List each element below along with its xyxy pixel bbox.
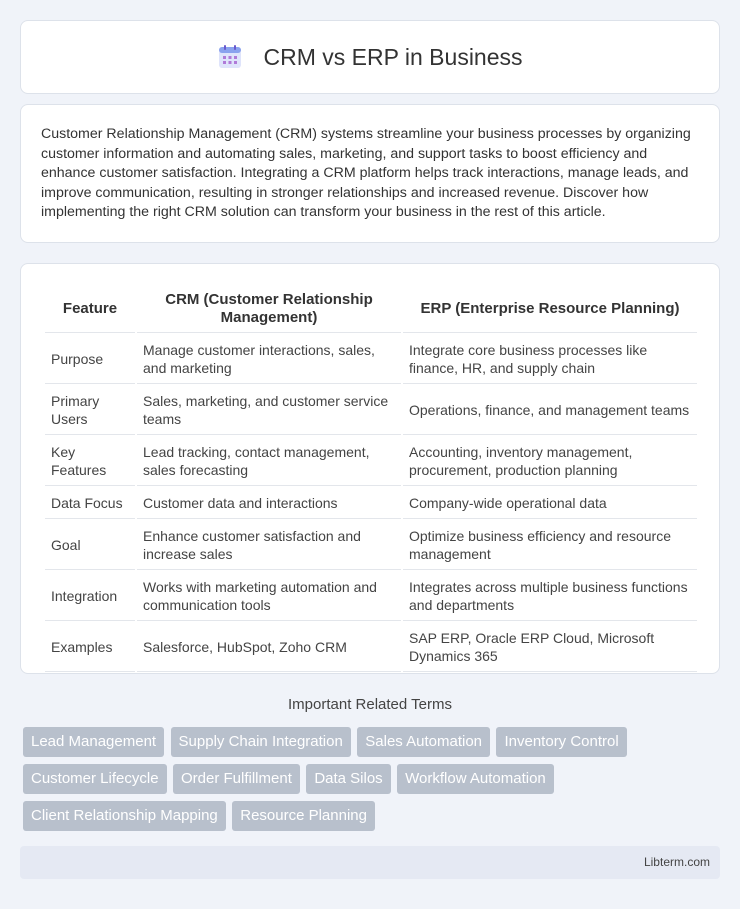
crm-cell: Salesforce, HubSpot, Zoho CRM xyxy=(137,623,401,672)
table-row xyxy=(45,521,697,570)
feature-cell: Key Features xyxy=(45,437,135,486)
erp-cell: Accounting, inventory management, procurement, production planning xyxy=(403,437,697,486)
related-terms-list xyxy=(23,727,703,838)
table-row xyxy=(45,488,697,519)
erp-cell: SAP ERP, Oracle ERP Cloud, Microsoft Dynamics 365 xyxy=(403,623,697,672)
page-title: CRM vs ERP in Business xyxy=(263,43,523,70)
comparison-card xyxy=(20,263,720,674)
footer-brand-link[interactable]: Libterm.com xyxy=(643,855,710,869)
crm-cell: Works with marketing automation and communication tools xyxy=(137,572,401,621)
column-header-crm: CRM (Customer Relationship Management) xyxy=(137,286,401,333)
erp-cell: Operations, finance, and management teams xyxy=(403,386,697,435)
related-term-tag[interactable]: Sales Automation xyxy=(357,727,490,757)
crm-cell: Customer data and interactions xyxy=(137,488,401,519)
related-term-tag[interactable]: Lead Management xyxy=(23,727,164,757)
intro-card xyxy=(20,104,720,243)
related-term-tag[interactable]: Resource Planning xyxy=(232,801,375,831)
crm-cell: Sales, marketing, and customer service teams xyxy=(137,386,401,435)
erp-cell: Integrate core business processes like finance, HR, and supply chain xyxy=(403,335,697,384)
feature-cell: Goal xyxy=(45,521,135,570)
related-term-tag[interactable]: Workflow Automation xyxy=(397,764,554,794)
table-row xyxy=(45,386,697,435)
erp-cell: Company-wide operational data xyxy=(403,488,697,519)
related-term-tag[interactable]: Inventory Control xyxy=(496,727,626,757)
table-row xyxy=(45,623,697,672)
related-term-tag[interactable]: Order Fulfillment xyxy=(173,764,300,794)
feature-cell: Data Focus xyxy=(45,488,135,519)
table-row xyxy=(45,437,697,486)
column-header-feature: Feature xyxy=(45,286,135,333)
related-term-tag[interactable]: Client Relationship Mapping xyxy=(23,801,226,831)
feature-cell: Primary Users xyxy=(45,386,135,435)
related-terms-title: Important Related Terms xyxy=(288,696,452,713)
header-card xyxy=(20,20,720,94)
crm-cell: Enhance customer satisfaction and increase sales xyxy=(137,521,401,570)
footer xyxy=(20,846,720,879)
related-term-tag[interactable]: Data Silos xyxy=(306,764,390,794)
table-row xyxy=(45,572,697,621)
related-term-tag[interactable]: Supply Chain Integration xyxy=(171,727,351,757)
comparison-table xyxy=(43,284,699,674)
erp-cell: Optimize business efficiency and resource management xyxy=(403,521,697,570)
table-row xyxy=(45,335,697,384)
crm-cell: Manage customer interactions, sales, and marketing xyxy=(137,335,401,384)
related-term-tag[interactable]: Customer Lifecycle xyxy=(23,764,167,794)
calendar-icon xyxy=(217,44,243,70)
feature-cell: Examples xyxy=(45,623,135,672)
feature-cell: Integration xyxy=(45,572,135,621)
crm-cell: Lead tracking, contact management, sales forecasting xyxy=(137,437,401,486)
erp-cell: Integrates across multiple business functions and departments xyxy=(403,572,697,621)
column-header-erp: ERP (Enterprise Resource Planning) xyxy=(403,286,697,333)
intro-text: Customer Relationship Management (CRM) systems streamline your business processes by organizing customer information and automating sales, marketing, and support tasks to boost efficiency and enhance customer satisfaction. Integrating a CRM platform helps track interactions, manage leads, and improve communication, resulting in stronger relationships and increased revenue. Discover how implementing the right CRM solution can transform your business in the rest of this article. xyxy=(41,126,691,220)
feature-cell: Purpose xyxy=(45,335,135,384)
